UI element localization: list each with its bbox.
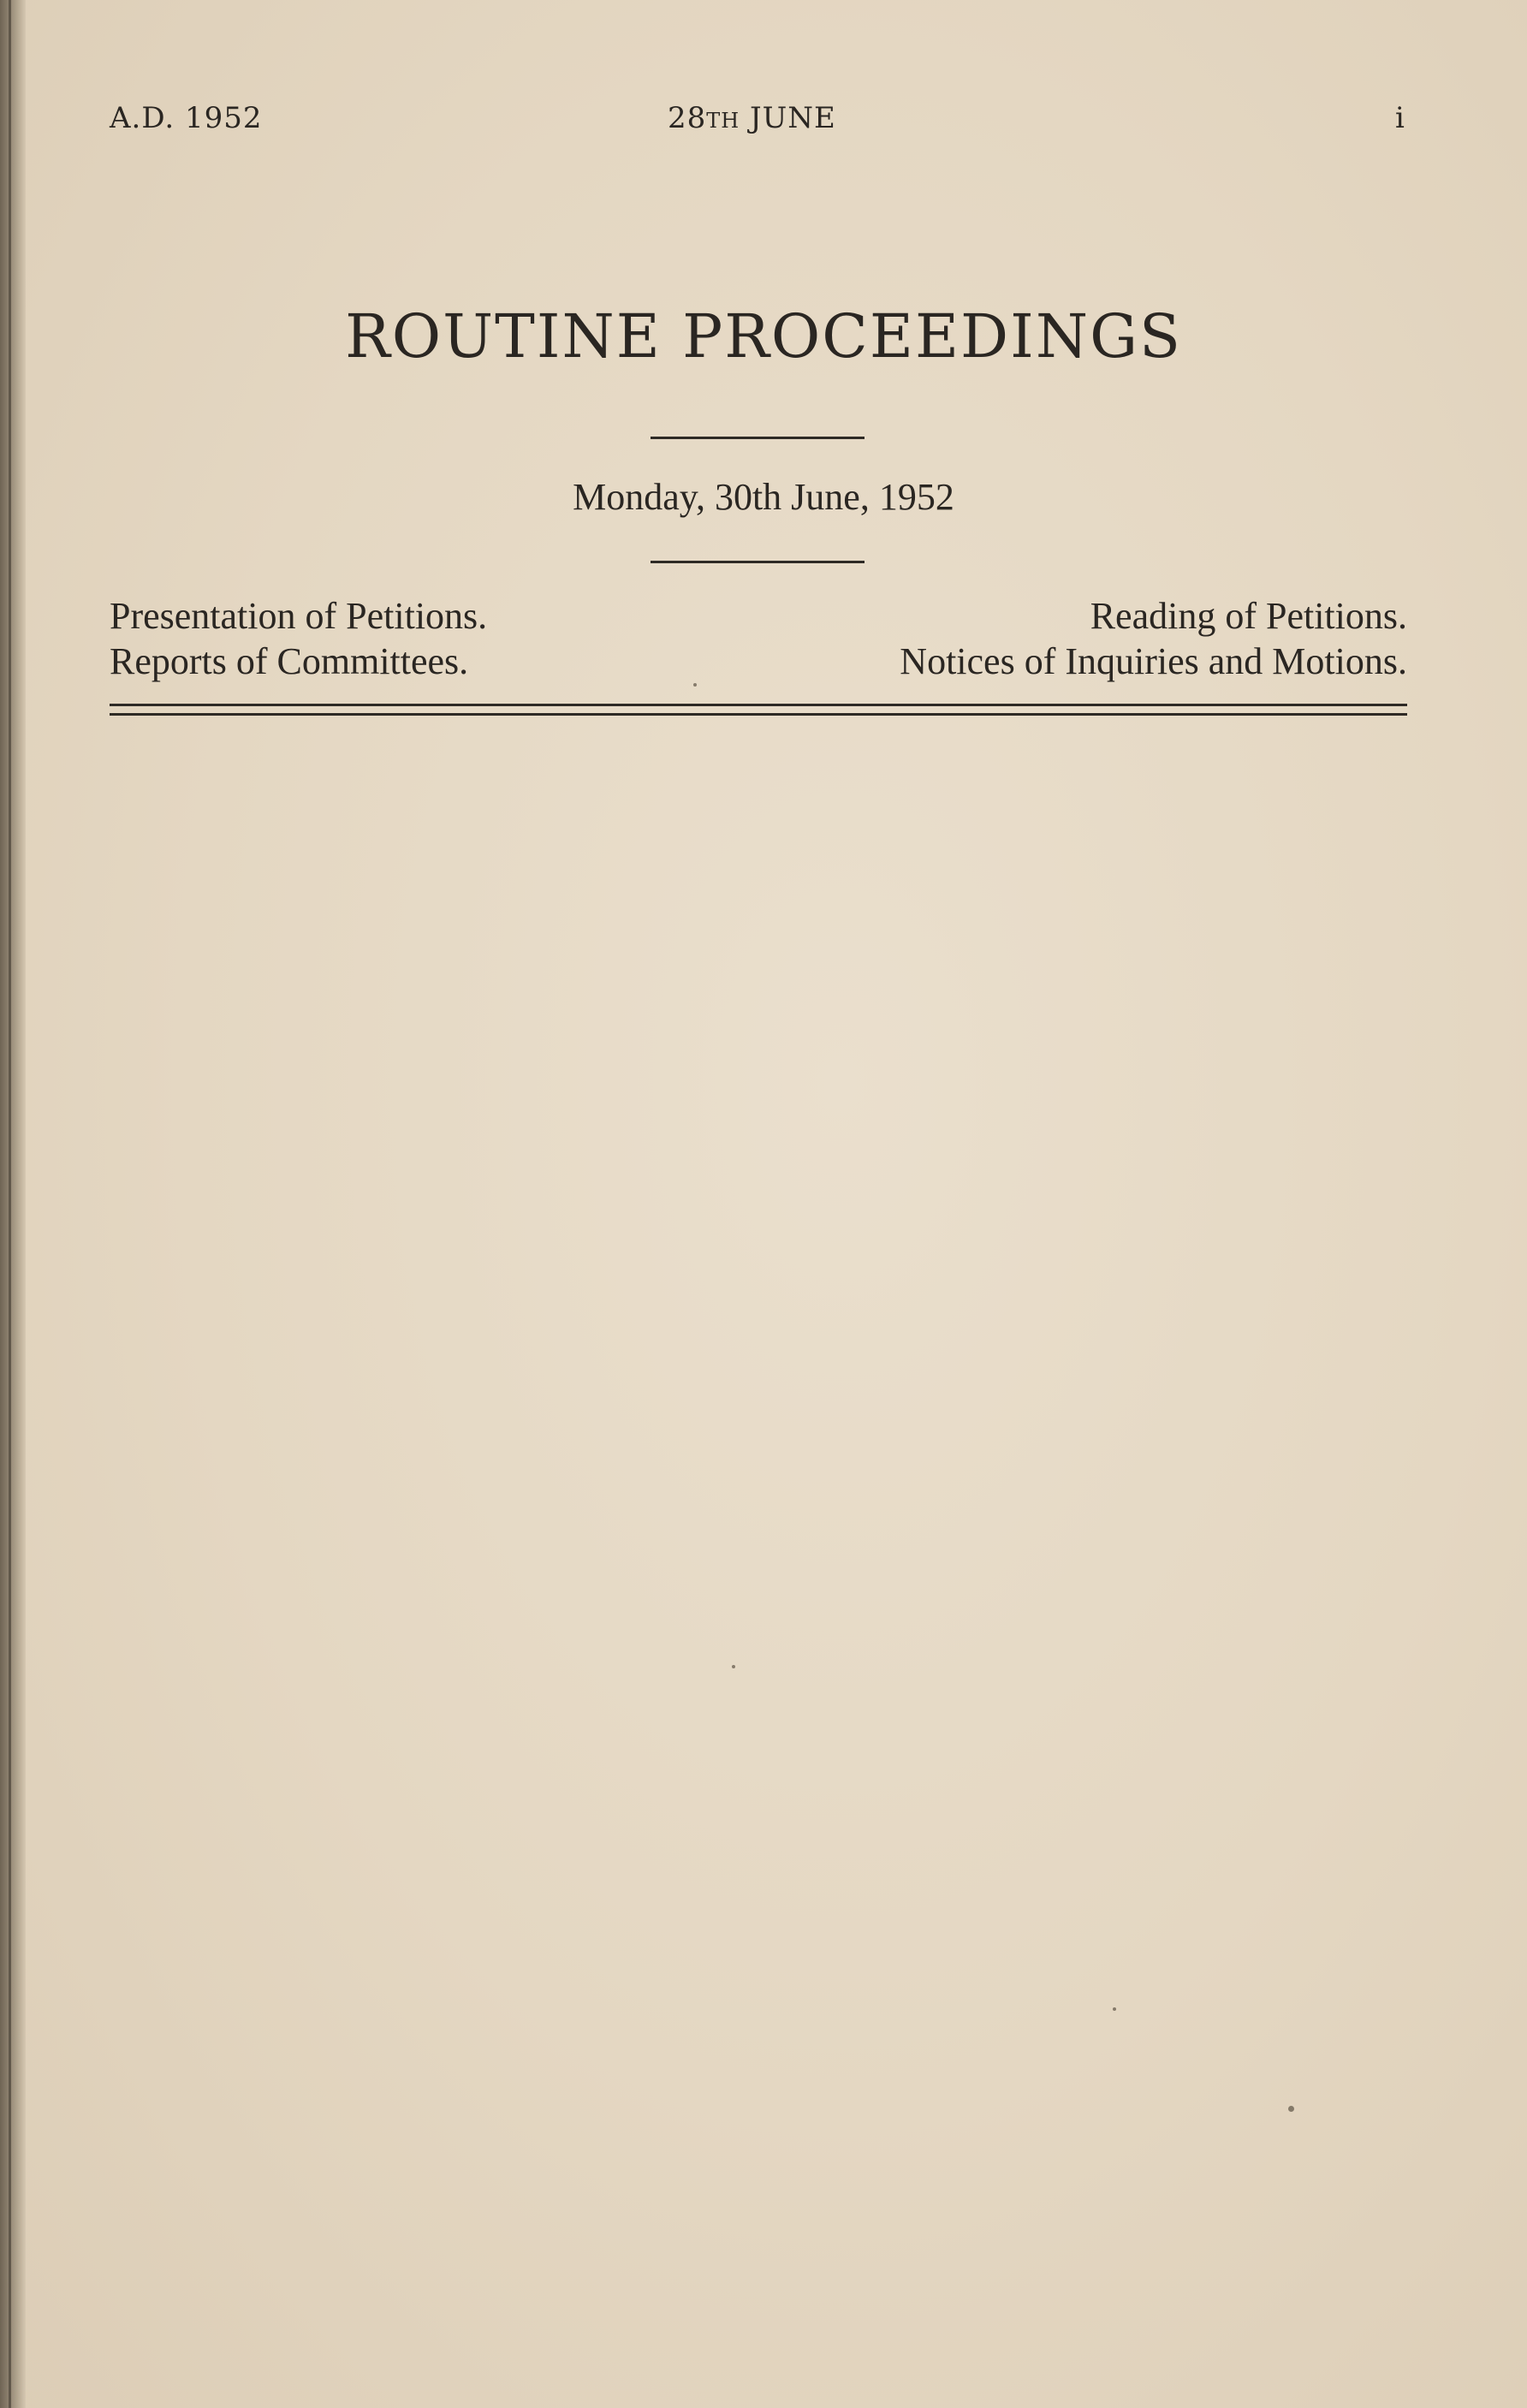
section-double-rule bbox=[110, 704, 1407, 716]
routine-item: Reports of Committees. bbox=[110, 640, 469, 682]
running-head-year: A.D. 1952 bbox=[110, 101, 263, 135]
date-rule bbox=[651, 561, 865, 563]
paper-speck bbox=[1288, 2106, 1294, 2112]
sitting-date: Monday, 30th June, 1952 bbox=[573, 476, 954, 518]
running-head-date bbox=[668, 101, 836, 135]
paper-speck bbox=[693, 683, 697, 687]
running-head bbox=[0, 101, 1527, 139]
routine-item: Presentation of Petitions. bbox=[110, 595, 488, 637]
page-title: ROUTINE PROCEEDINGS bbox=[345, 301, 1182, 372]
page-number: i bbox=[1395, 101, 1405, 135]
routine-item: Notices of Inquiries and Motions. bbox=[900, 640, 1407, 682]
running-head-day: 28 bbox=[668, 101, 707, 135]
running-head-day-suffix: TH bbox=[706, 109, 740, 133]
running-head-month: JUNE bbox=[750, 101, 836, 135]
title-rule bbox=[651, 437, 865, 439]
paper-speck bbox=[732, 1665, 735, 1668]
paper-speck bbox=[1113, 2007, 1116, 2011]
routine-item: Reading of Petitions. bbox=[1090, 595, 1407, 637]
